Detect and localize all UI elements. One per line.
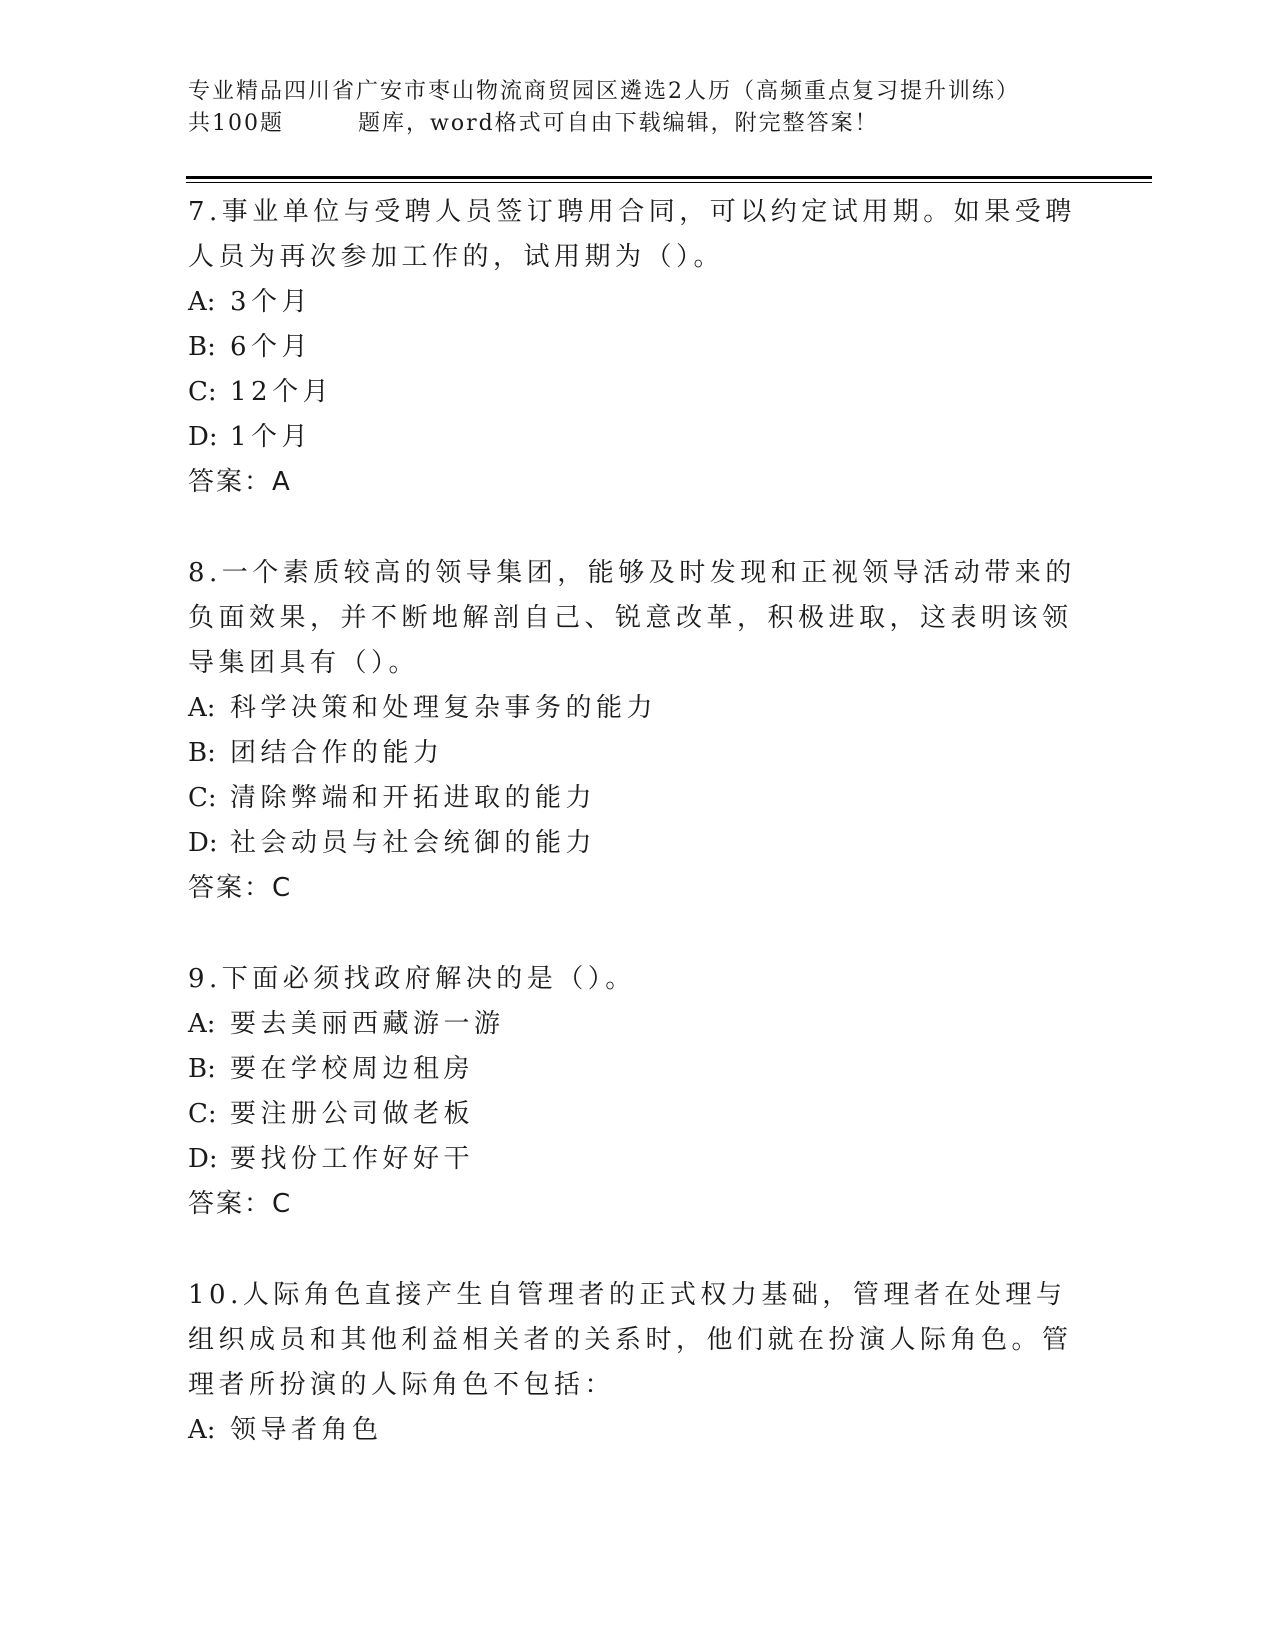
option-b (188, 731, 1078, 776)
option-text: 团结合作的能力 (230, 738, 444, 768)
answer-line: 答案：A (188, 467, 292, 497)
option-text: 1个月 (230, 422, 313, 452)
option-letter: C: (188, 1099, 217, 1129)
option-c (188, 776, 1078, 821)
option-text: 科学决策和处理复杂事务的能力 (230, 693, 658, 723)
option-b (188, 325, 1078, 370)
option-letter: A: (188, 1415, 216, 1445)
option-letter: D: (188, 828, 218, 858)
question-9 (188, 957, 1078, 1227)
header-rule-thin (186, 182, 1152, 183)
answer-line: 答案：C (188, 1189, 293, 1219)
header-count: 共100题 (188, 111, 284, 136)
header-description: 题库，word格式可自由下载编辑，附完整答案！ (358, 111, 879, 136)
option-a (188, 1408, 1078, 1453)
option-letter: B: (188, 1054, 216, 1084)
option-a (188, 280, 1078, 325)
option-text: 要找份工作好好干 (230, 1144, 475, 1174)
option-letter: D: (188, 422, 218, 452)
option-d (188, 415, 1078, 460)
header-subtitle (188, 108, 1088, 140)
option-letter: B: (188, 332, 216, 362)
option-text: 6个月 (230, 332, 313, 362)
question-text: 7.事业单位与受聘人员签订聘用合同，可以约定试用期。如果受聘人员为再次参加工作的，试用期为（）。 (188, 197, 1076, 272)
option-d (188, 821, 1078, 866)
answer-line: 答案：C (188, 873, 293, 903)
option-text: 要去美丽西藏游一游 (230, 1009, 505, 1039)
option-letter: A: (188, 693, 216, 723)
option-letter: A: (188, 287, 216, 317)
question-list (188, 190, 1078, 1453)
option-text: 3个月 (230, 287, 313, 317)
option-a (188, 1002, 1078, 1047)
option-letter: A: (188, 1009, 216, 1039)
header-title: 专业精品四川省广安市枣山物流商贸园区遴选2人历（高频重点复习提升训练） (188, 79, 1020, 104)
header-rule-thick (186, 176, 1152, 179)
question-text: 8.一个素质较高的领导集团，能够及时发现和正视领导活动带来的负面效果，并不断地解剖自己、锐意改革，积极进取，这表明该领导集团具有（）。 (188, 558, 1076, 678)
option-text: 清除弊端和开拓进取的能力 (230, 783, 597, 813)
option-b (188, 1047, 1078, 1092)
option-c (188, 1092, 1078, 1137)
option-letter: C: (188, 783, 217, 813)
question-8 (188, 551, 1078, 911)
option-text: 12个月 (230, 377, 334, 407)
question-7 (188, 190, 1078, 505)
option-text: 要注册公司做老板 (230, 1099, 475, 1129)
option-c (188, 370, 1078, 415)
option-d (188, 1137, 1078, 1182)
question-10 (188, 1273, 1078, 1453)
option-text: 社会动员与社会统御的能力 (230, 828, 597, 858)
option-letter: D: (188, 1144, 218, 1174)
option-text: 要在学校周边租房 (230, 1054, 475, 1084)
option-text: 领导者角色 (230, 1415, 383, 1445)
option-letter: B: (188, 738, 216, 768)
question-text: 9.下面必须找政府解决的是（）。 (188, 964, 636, 994)
question-text: 10.人际角色直接产生自管理者的正式权力基础，管理者在处理与组织成员和其他利益相关者的关系时，他们就在扮演人际角色。管理者所扮演的人际角色不包括： (188, 1280, 1073, 1400)
document-header (188, 76, 1088, 140)
option-letter: C: (188, 377, 217, 407)
option-a (188, 686, 1078, 731)
